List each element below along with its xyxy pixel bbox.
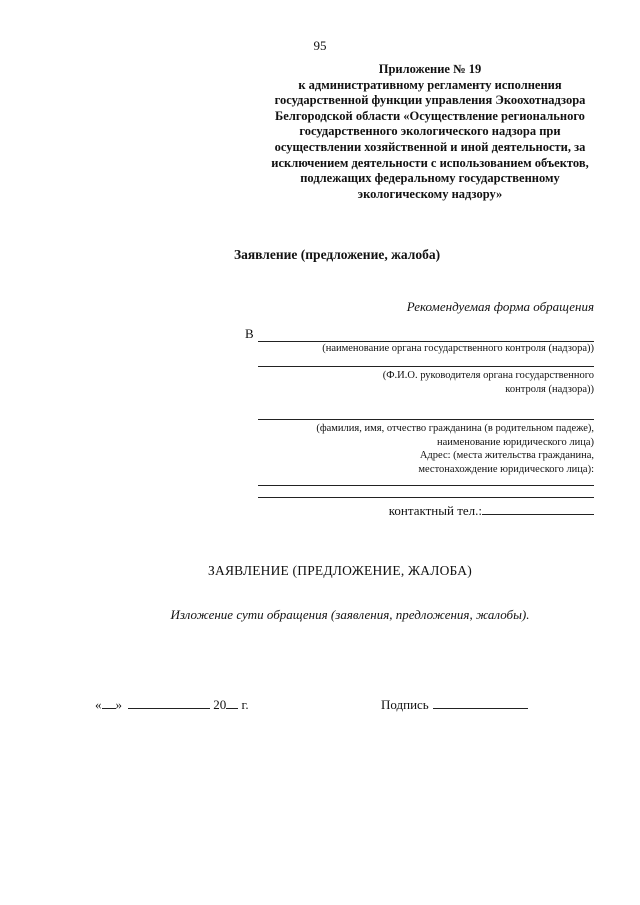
signature-row xyxy=(381,697,528,713)
applicant-name-field[interactable] xyxy=(258,419,594,420)
address-field-1[interactable] xyxy=(258,485,594,486)
appendix-line: исключением деятельности с использованием объектов, xyxy=(271,155,589,170)
appendix-line: Приложение № 19 xyxy=(378,62,482,76)
applicant-caption-line: местонахождение юридического лица): xyxy=(418,463,594,475)
applicant-caption xyxy=(316,422,594,476)
appendix-header xyxy=(255,62,605,202)
page-number: 95 xyxy=(313,38,327,53)
head-name-field[interactable] xyxy=(258,366,594,367)
signature-label: Подпись xyxy=(381,697,429,712)
appendix-line: к административному регламенту исполнения xyxy=(298,77,562,92)
applicant-caption-line: (фамилия, имя, отчество гражданина (в родительном падеже), xyxy=(316,423,594,434)
statement-heading: ЗАЯВЛЕНИЕ (ПРЕДЛОЖЕНИЕ, ЖАЛОБА) xyxy=(208,563,472,578)
appendix-line: Белгородской области «Осуществление регионального xyxy=(275,108,585,123)
applicant-caption-line: наименование юридического лица) xyxy=(437,436,594,448)
recommended-form-label: Рекомендуемая форма обращения xyxy=(406,299,594,314)
document-title: Заявление (предложение, жалоба) xyxy=(234,247,441,262)
appendix-line: государственного экологического надзора при xyxy=(299,124,561,139)
to-prefix: В xyxy=(245,326,254,341)
head-caption-line: (Ф.И.О. руководителя органа государственного xyxy=(382,370,594,381)
head-caption-line: контроля (надзора)) xyxy=(505,383,594,395)
org-caption: (наименование органа государственного контроля (надзора)) xyxy=(322,343,594,354)
contact-phone-field[interactable] xyxy=(482,502,594,515)
appendix-line: подлежащих федеральному государственному xyxy=(300,171,560,186)
date-close-quote: » xyxy=(115,697,122,712)
month-field[interactable] xyxy=(128,697,210,709)
appendix-line: государственной функции управления Экоохотнадзора xyxy=(274,93,586,108)
signature-field[interactable] xyxy=(433,697,528,709)
year-field[interactable] xyxy=(226,697,238,709)
day-field[interactable] xyxy=(102,697,116,709)
applicant-caption-line: Адрес: (места жительства гражданина, xyxy=(419,450,594,461)
year-prefix: 20 xyxy=(213,697,227,712)
year-suffix: г. xyxy=(241,697,249,712)
head-caption xyxy=(383,369,594,396)
address-field-2[interactable] xyxy=(258,497,594,498)
date-open-quote: « xyxy=(95,697,102,712)
appendix-line: экологическому надзору» xyxy=(357,186,503,201)
contact-label: контактный тел.: xyxy=(388,503,482,518)
statement-summary: Изложение сути обращения (заявления, предложения, жалобы). xyxy=(170,607,530,622)
contact-phone-row xyxy=(389,502,594,519)
date-row xyxy=(95,697,249,713)
appendix-line: осуществлении хозяйственной и иной деятельности, за xyxy=(274,139,586,154)
